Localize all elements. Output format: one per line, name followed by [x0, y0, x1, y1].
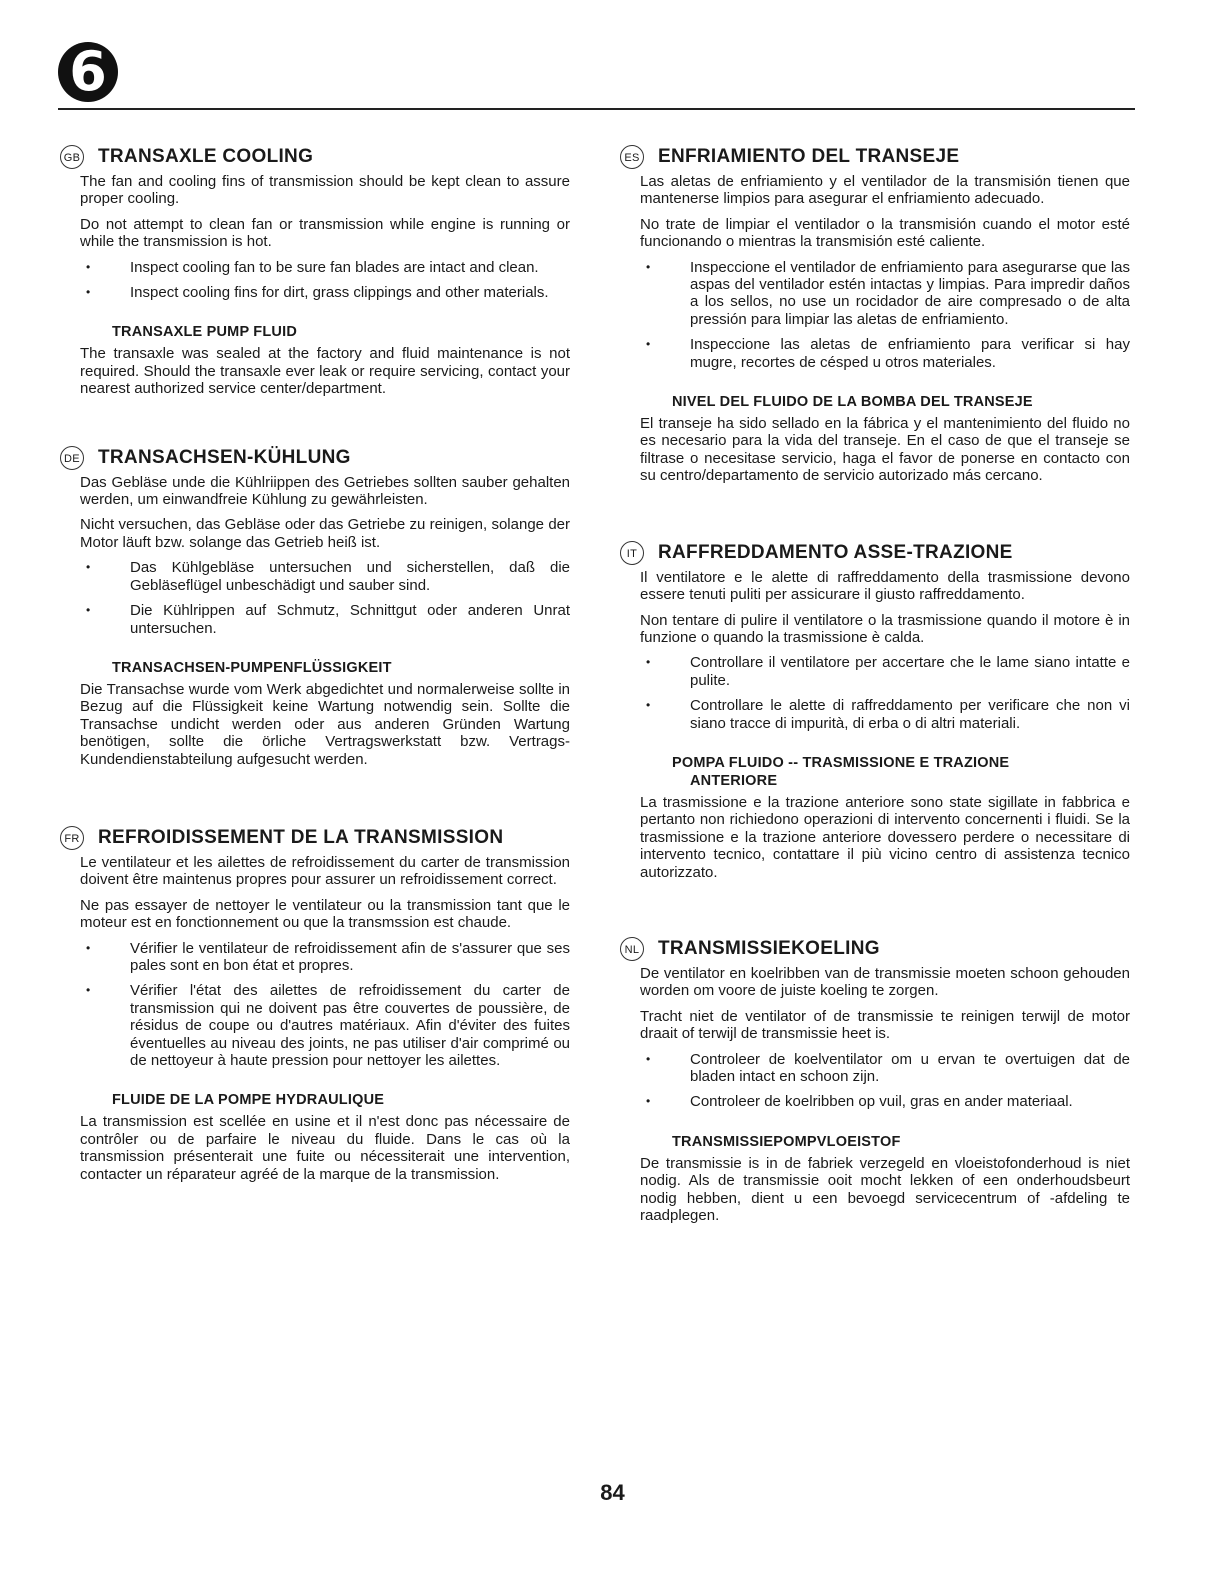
subsection-title	[640, 754, 1130, 790]
section-title: REFROIDISSEMENT DE LA TRANSMISSION	[98, 826, 504, 848]
bullet-list	[640, 1051, 1130, 1111]
language-badge-es: ES	[620, 145, 644, 169]
paragraph: Las aletas de enfriamiento y el ventilador de la transmisión tienen que mantenerse limpios para asegurar el enfriamiento adecuado.	[640, 173, 1130, 208]
list-item: • Inspect cooling fins for dirt, grass clippings and other materials.	[80, 284, 570, 301]
section-heading	[620, 937, 1130, 961]
subsection-title-line: POMPA FLUIDO -- TRASMISSIONE E TRAZIONE	[672, 754, 1010, 771]
list-item: • Controleer de koelribben op vuil, gras en ander materiaal.	[640, 1093, 1130, 1110]
paragraph: De transmissie is in de fabriek verzegeld en vloeistofonderhoud is niet nodig. Als de transmissie ooit mocht lekken of een onderhoudsbeurt nodig hebben, dient u een bevoegd servicecentrum of -afdeling te raadplegen.	[640, 1154, 1130, 1225]
chapter-number-badge: 6	[58, 42, 118, 102]
paragraph: Il ventilatore e le alette di raffreddamento della trasmissione devono essere tenuti puliti per assicurare il giusto raffreddamento.	[640, 568, 1130, 604]
paragraph: Nicht versuchen, das Gebläse oder das Getriebe zu reinigen, solange der Motor läuft bzw. solange das Getrieb heiß ist.	[80, 516, 570, 551]
page-number: 84	[600, 1480, 625, 1505]
subsection-title: TRANSAXLE PUMP FLUID	[112, 324, 297, 341]
paragraph: Non tentare di pulire il ventilatore o la trasmissione quando il motore è in funzione o quando la trasmissione è calda.	[640, 611, 1130, 646]
left-column	[60, 145, 570, 1191]
paragraph: La transmission est scellée en usine et il n'est donc pas nécessaire de contrôler ou de parfaire le niveau du fluide. Dans le cas où la transmission présenterait une fuite ou nécessiterait une intervention, contacter un réparateur agréé de la marque de la transmission.	[80, 1113, 570, 1183]
list-item: • Controllare le alette di raffreddamento per verificare che non vi siano tracce di impurità, di erba o di altri materiali.	[640, 697, 1130, 732]
bullet-list	[640, 259, 1130, 371]
section-title: RAFFREDDAMENTO ASSE-TRAZIONE	[658, 541, 1013, 563]
right-column	[620, 145, 1130, 1232]
language-badge-nl: NL	[620, 937, 644, 961]
section-heading	[620, 541, 1130, 565]
language-badge-de: DE	[60, 446, 84, 470]
header-rule	[58, 108, 1135, 110]
subsection-title: TRANSMISSIEPOMPVLOEISTOF	[672, 1133, 901, 1150]
section-title: TRANSACHSEN-KÜHLUNG	[98, 446, 351, 468]
section-es	[620, 145, 1130, 485]
list-item: • Controllare il ventilatore per accertare che le lame siano intatte e pulite.	[640, 654, 1130, 689]
list-item: • Inspect cooling fan to be sure fan blades are intact and clean.	[80, 259, 570, 276]
language-badge-fr: FR	[60, 826, 84, 850]
section-heading	[60, 446, 570, 470]
subsection-title-line: ANTERIORE	[690, 772, 778, 789]
paragraph: Ne pas essayer de nettoyer le ventilateur ou la transmission tant que le moteur est en fonctionnement ou que la transmssion est chaude.	[80, 896, 570, 932]
list-item: • Inspeccione el ventilador de enfriamiento para asegurarse que las aspas del ventilador estén intactas y limpias. Para impredir daños a los sellos, no use un rocidador de aire compresado o de alta pressión para limpiar las aletas de enfriamiento.	[640, 259, 1130, 329]
subsection-title: TRANSACHSEN-PUMPENFLÜSSIGKEIT	[112, 659, 392, 676]
section-fr	[60, 826, 570, 1183]
section-title: TRANSAXLE COOLING	[98, 146, 314, 167]
language-badge-it: IT	[620, 541, 644, 565]
section-title: ENFRIAMIENTO DEL TRANSEJE	[658, 146, 960, 167]
paragraph: No trate de limpiar el ventilador o la transmisión cuando el motor esté funcionando o mientras la transmisión esté caliente.	[640, 215, 1130, 251]
paragraph: The fan and cooling fins of transmission should be kept clean to assure proper cooling.	[80, 173, 570, 208]
section-nl	[620, 937, 1130, 1224]
section-gb	[60, 145, 570, 398]
paragraph: The transaxle was sealed at the factory and fluid maintenance is not required. Should the transaxle ever leak or require servicing, contact your nearest authorized service center/department.	[80, 345, 570, 398]
section-de	[60, 446, 570, 768]
bullet-list	[80, 259, 570, 302]
language-badge-gb: GB	[60, 145, 84, 169]
paragraph: Das Gebläse unde die Kühlriippen des Getriebes sollten sauber gehalten werden, um einwandfreie Kühlung zu gewährleisten.	[80, 473, 570, 509]
list-item: • Das Kühlgebläse untersuchen und sicherstellen, daß die Gebläseflügel unbeschädigt und sauber sind.	[80, 559, 570, 594]
paragraph: De ventilator en koelribben van de transmissie moeten schoon gehouden worden om voore de juiste koeling te zorgen.	[640, 964, 1130, 1000]
bullet-list	[80, 940, 570, 1070]
section-heading	[60, 145, 570, 169]
list-item: • Vérifier l'état des ailettes de refroidissement du carter de transmission qui ne doivent pas être couvertes de poussière, de résidus de coupe ou d'autres matériaux. Afin d'éviter des fuites éventuelles au niveau des joints, ne pas utiliser d'air comprimé ou de nettoyeur à haute pression pour nettoyer les ailettes.	[80, 982, 570, 1069]
list-item: • Inspeccione las aletas de enfriamiento para verificar si hay mugre, recortes de césped u otros materiales.	[640, 336, 1130, 371]
list-item: • Controleer de koelventilator om u ervan te overtuigen dat de bladen intact en schoon zijn.	[640, 1051, 1130, 1086]
bullet-list	[640, 654, 1130, 732]
paragraph: Die Transachse wurde vom Werk abgedichtet und normalerweise sollte in Bezug auf die Flüssigkeit keine Wartung notwendig sein. Sollte die Transachse undicht werden oder aus anderen Gründen Wartung benötigen, sollte die örliche Vertragswerkstatt bzw. Vertrags-Kundendienstabteilung aufgesucht werden.	[80, 680, 570, 768]
section-heading	[620, 145, 1130, 169]
section-it	[620, 541, 1130, 881]
list-item: • Vérifier le ventilateur de refroidissement afin de s'assurer que ses pales sont en bon état et propres.	[80, 940, 570, 975]
section-title: TRANSMISSIEKOELING	[658, 937, 880, 959]
bullet-list	[80, 559, 570, 637]
paragraph: La trasmissione e la trazione anteriore sono state sigillate in fabbrica e pertanto non richiedono operazioni di intervento concernenti i fluidi. Se la trasmissione e la trazione anteriore dovessero perdere o necessitare di intervento tecnico, contattare il più vicino centro di assistenza tecnico autorizzato.	[640, 793, 1130, 881]
paragraph: Le ventilateur et les ailettes de refroidissement du carter de transmission doivent être maintenus propres pour assurer un refroidissement correct.	[80, 853, 570, 889]
list-item: • Die Kühlrippen auf Schmutz, Schnittgut oder anderen Unrat untersuchen.	[80, 602, 570, 637]
paragraph: Tracht niet de ventilator of de transmissie te reinigen terwijl de motor draait of terwijl de transmissie heet is.	[640, 1007, 1130, 1043]
paragraph: El transeje ha sido sellado en la fábrica y el mantenimiento del fluido no es necesario para la vida del transeje. En el caso de que el transeje se filtrase o necesitase servicio, haga el favor de ponerse en contacto con su centro/departamento de servicio autorizado más cercano.	[640, 415, 1130, 485]
subsection-title: NIVEL DEL FLUIDO DE LA BOMBA DEL TRANSEJE	[672, 394, 1033, 411]
section-heading	[60, 826, 570, 850]
paragraph: Do not attempt to clean fan or transmission while engine is running or while the transmission is hot.	[80, 215, 570, 251]
subsection-title: FLUIDE DE LA POMPE HYDRAULIQUE	[112, 1092, 385, 1109]
